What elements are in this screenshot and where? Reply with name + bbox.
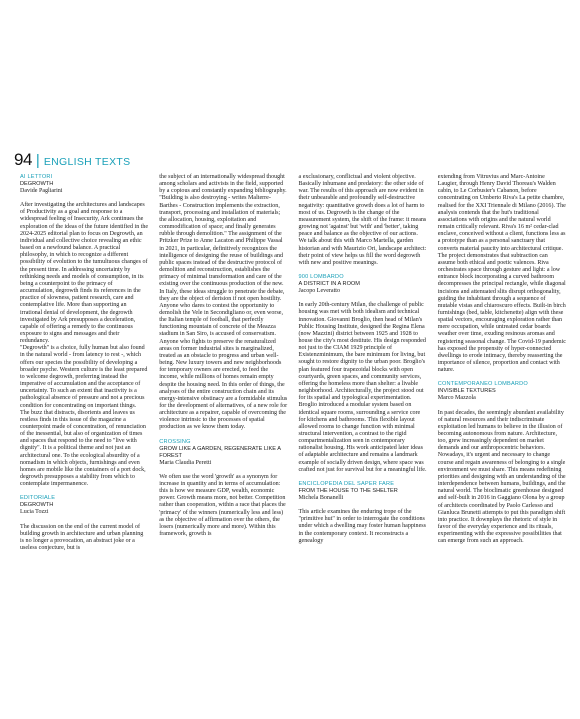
article-paragraph: In early 20th-century Milan, the challenge of public housing was met with both idealism and technical innovation. Giovanni Broglio, then head of Milan's Public Housing Institute, designed the Regina Elena (now Mazzini) district between 1925 and 1928 to house the city's most destitute. His design responded not just to the CIAM 1929 principle of Existenzminimum, the bare minimum for living, but sought to restore dignity to the urban poor. Broglio's plan featured four trapezoidal blocks with open courtyards, green spaces, and community services, offering the homeless more than shelter: a livable neighborhood. Architecturally, the project stood out for its spatial and typological experimentation. Broglio introduced a modular system based on identical square rooms, surrounding a service core for kitchens and bathrooms. This flexible layout allowed rooms to change function with minimal structural intervention, a contrast to the rigid compartmentalization seen in contemporary rationalist housing. His work anticipated later ideas of adaptable architecture and remains a landmark example of socially driven design, where space was crafted not just for survival but for a meaningful life. <box>298 302 427 473</box>
article-heading: AI LETTORI <box>20 174 53 180</box>
column-3 <box>299 174 427 552</box>
article-paragraph: "Degrowth" is a choice, fully human but also found in the natural world - from latency to rest -, which offers our species the possibility of developing a broader psyche. Western culture is the least prepared to welcome degrowth, preferring instead the imperative of accumulation and the acceptance of uncertainty. To such an extent that inactivity is a pathological absence of pressure and not a precious condition for concentrating on important things. <box>20 345 148 409</box>
column-4 <box>438 174 566 552</box>
block-spacer <box>299 474 427 481</box>
column-2 <box>159 174 287 552</box>
text-columns <box>20 174 566 552</box>
article-subheading: INVISIBLE TEXTURES <box>437 388 496 395</box>
article-paragraph: We often use the word 'growth' as a synonym for increase in quantity and in terms of accumulation: this is how we measure GDP, wealth, economic power. Growth means more, not better. Competition rather than cooperation, within a race that places the 'primacy' of the winners (numerically less and less) as the objective of affirmation over the others, the losers (numerically more and more). Within this framework, growth is <box>159 473 286 538</box>
article-author: Jacopo Leveratto <box>298 288 340 295</box>
article-subheading: DEGROWTH <box>20 181 54 187</box>
article-heading: CROSSING <box>159 438 191 445</box>
article-subheading: A DISTRICT IN A ROOM <box>298 281 360 288</box>
article-paragraph: the subject of an internationally widespread thought among scholars and activists in the field, supported by a copious and constantly expanding bibliography. "Building is also destroying - writes Malterre-Barthes - Construction implements the extraction, transport, processing and installation of materials; the allocation, housing, exploitation and commodification of space; and finally generates rubble through demolition." The assignment of the Pritzker Prize to Anne Lacaton and Philippe Vassal in 2021, in particular, definitively recognizes the intelligence of designing the reuse of buildings and public spaces instead of the destructive protocol of demolition and reconstruction, establishes the primacy of minimal transformation and care of the existing over the continuous production of the new. In Italy, these ideas struggle to penetrate the debate, they are the object of derision if not open hostility. Anyone who dares to contest the opportunity to demolish the Vele in Secondigliano or, even worse, the Italian temple of football, that perfectly functioning mountain of concrete of the Meazza stadium in San Siro, is accused of conservatism. Anyone who fights to preserve the renaturalized areas on former industrial sites is marginalized, treated as an obstacle to progress and urban well-being. New luxury towers and new neighborhoods for temporary owners are erected, to feed the income, while millions of homes remain empty despite the housing need. In this order of things, the analyses of the entire construction chain and its energy-intensive obstinacy are a formidable stimulus for the development of alternatives, of a new role for architecture as a repairer, capable of overcoming the violence intrinsic to the processes of spatial production as we know them today. <box>159 174 288 431</box>
article-author: Marco Mazzola <box>437 395 476 402</box>
block-spacer <box>438 374 566 381</box>
article-heading: EDITORIALE <box>20 495 56 502</box>
article-paragraph: In past decades, the seemingly abundant availability of natural resources and their indiscriminate exploitation led humans to believe in the illusion of becoming autonomous from nature. Architecture, too, grew increasingly dependent on market demands and our anthropocentric behaviors. Nowadays, it's urgent and necessary to change course and regain awareness of belonging to a single environment we must share. This means redefining priorities and designing with an understanding of the interdependence between humans, buildings, and the natural world. The bioclimatic greenhouse designed and self-built in 2016 in Gaggiano Olona by a group of architects coordinated by Paolo Carlesso and Gianluca Brunetti attempts to put this paradigm shift into practice. It downplays the rhetoric of style in favor of the everyday experience and its rituals, experimenting with the expressive possibilities that can emerge from such an approach. <box>437 409 566 545</box>
article-author: Davide Pagliarini <box>20 188 63 194</box>
header-separator: | <box>35 152 40 169</box>
block-spacer <box>299 267 427 274</box>
article-heading: 900 LOMBARDO <box>298 274 344 281</box>
article-paragraph: This article examines the enduring trope of the "primitive hut" in order to interrogate the conditions under which a dwelling may foster human happiness in the contemporary context. It reconstructs a genealogy <box>298 509 426 544</box>
article-subheading: GROW LIKE A GARDEN, REGENERATE LIKE A FOREST <box>159 445 281 459</box>
article-author: Michela Bonanelli <box>298 494 344 501</box>
page-header <box>14 150 130 170</box>
article-paragraph: a exclusionary, conflictual and violent objective. Basically inhumane and predatory: the other side of war. The results of this approach are now evident in their unbearable and profoundly self-destructive negativity: quantitative growth does a lot of harm to most of us. Degrowth is the change of the measurement system, the shift of the frame: it means growing not 'against' but 'with' and 'better', taking peace and balance as the objective of our actions. We talk about this with Marco Martella, garden historian and with Maurizio Ori, landscape architect: their point of view helps us fill the word degrowth with new and positive meanings. <box>298 174 427 266</box>
article-author: Lucia Tozzi <box>20 509 49 516</box>
article-heading: ENCICLOPEDIA DEL SAPER FARE <box>298 480 395 487</box>
page-number: 94 <box>14 150 32 169</box>
block-spacer <box>159 432 287 439</box>
block-spacer <box>20 488 148 495</box>
article-paragraph: The discussion on the end of the current model of building growth in architecture and urban planning is no longer a provocation, an abstract joke or a useless conjecture, but is <box>20 523 144 552</box>
section-title: ENGLISH TEXTS <box>43 156 131 168</box>
column-1 <box>20 174 148 552</box>
article-subheading: DEGROWTH <box>20 502 54 509</box>
article-subheading: FROM THE HOUSE TO THE SHELTER <box>298 487 398 494</box>
article-paragraph: After investigating the architectures and landscapes of Productivity as a goal and response to a widespread feeling of Insecurity, Ark continues the exploration of the ideas of the future identified in the 2024-2025 editorial plan to focus on Degrowth, an individual and collective choice revealing an ethic based on a newfound balance. A practical philosophy, in which to recognize a different possibility of evolution to the tumultuous changes of the present time. In addressing uncertainty by rethinking needs and models of consumption, in its being a counterpoint to the primacy of accumulation, degrowth finds its references in the practice of slowness, patient research, care and contemplative life. More than supporting an irrational denial of development, the degrowth investigated by Ark presupposes a deceleration, capable of offering a remedy to the continuous exposure to signs and messages and their redundancy. <box>20 202 149 345</box>
article-heading: CONTEMPORANEO LOMBARDO <box>437 381 528 388</box>
article-paragraph: extending from Vitruvius and Marc-Antoine Laugier, through Henry David Thoreau's Walden cabin, to Le Corbusier's Cabanon, before concentrating on Umberto Riva's La petite chambre, realised for the XXI Triennale di Milano (2016). The analysis contends that the hut's traditional associations with origins and the natural world remain critically relevant. Riva's 16 m² cedar-clad enclave, conceived without a client, functions less as a prototype than as a personal sanctuary that converts material paucity into architectural critique. The project demonstrates that subtraction can assume both ethical and poetic valences. Riva orchestrates space through gesture and light: a low entrance block incorporating a curved bathroom decompresses the principal rectangle, while diagonal incisions and attenuated slits disrupt orthogonality, guiding the inhabitant through a sequence of mutable vistas and chiaroscuro effects. Built-in birch furnishings (bed, table, kitchenette) align with these spatial vectors, encouraging exploration rather than mere occupation, while untreated cedar boards weather over time, exuding resinous aromas and registering seasonal change. The Covid-19 pandemic has exposed the propensity of hyper-connected dwellings to erode intimacy, thereby reasserting the importance of silence, proportion and contact with nature. <box>437 174 566 374</box>
article-paragraph: The buzz that distracts, disorients and leaves us restless finds in this issue of the magazine a counterpoint made of concentration, of renunciation of the inessential, but also of organization of times and spaces that respond to the need to "live with dignity". It is a political theme and not just an architectural one. To the ecological absurdity of a nomadism in which objects, furnishings and even homes are mobile like the containers of a port dock, degrowth presupposes a stability from which to contemplate impermanence. <box>20 409 146 488</box>
article-author: Maria Claudia Peretti <box>159 459 212 466</box>
